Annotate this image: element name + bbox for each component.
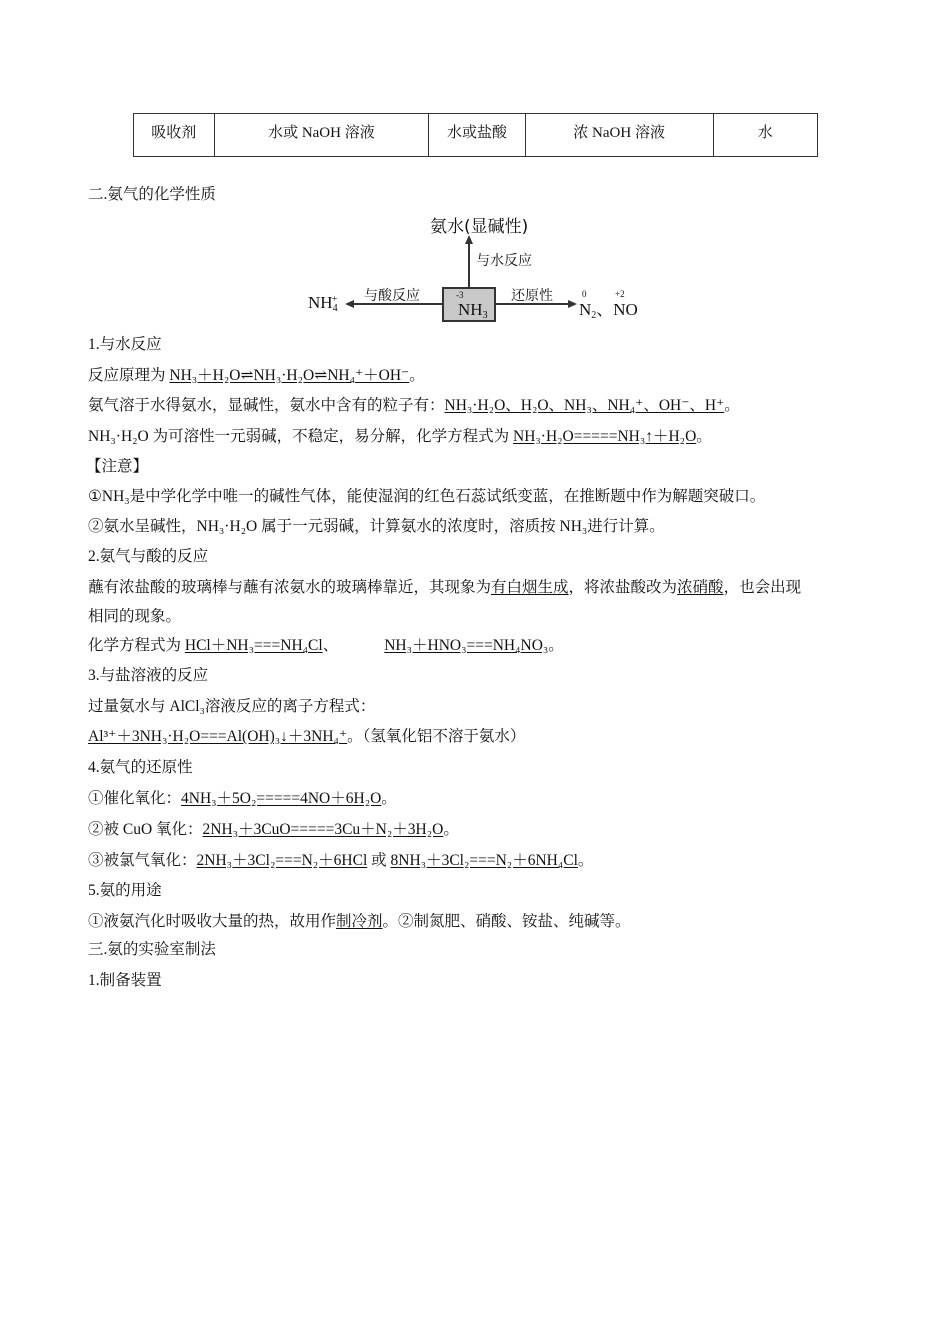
answer-text: 制冷剂 xyxy=(336,913,383,930)
section-heading: 二.氨气的化学性质 xyxy=(88,186,216,203)
table-cell: 水或盐酸 xyxy=(429,114,525,157)
paragraph: ①催化氧化：4NH₃＋5O₂=====4NO＋6H₂O。 xyxy=(88,790,397,807)
note-item: ①NH₃是中学化学中唯一的碱性气体，能使湿润的红色石蕊试纸变蓝，在推断题中作为解题突破口。 xyxy=(88,488,766,505)
oxidation-state: -3 xyxy=(456,290,464,300)
answer-equation: NH₃＋HNO₃===NH₄NO₃ xyxy=(384,637,549,654)
paragraph: 反应原理为 NH₃＋H₂O⇌NH₃·H₂O⇌NH₄⁺＋OH⁻。 xyxy=(88,367,425,384)
subsection-heading: 4.氨气的还原性 xyxy=(88,759,193,776)
answer-equation: NH₃·H₂O=====NH₃↑＋H₂O xyxy=(513,428,697,445)
subsection-heading: 2.氨气与酸的反应 xyxy=(88,548,209,565)
up-arrow-label: 与水反应 xyxy=(476,253,532,269)
answer-equation: 8NH₃＋3Cl₂===N₂＋6NH₄Cl xyxy=(390,852,578,869)
answer-text: 浓硝酸 xyxy=(677,579,724,596)
ammonia-properties-diagram xyxy=(300,205,650,330)
subsection-heading: 1.与水反应 xyxy=(88,336,162,353)
paragraph: Al³⁺＋3NH₃·H₂O===Al(OH)₃↓＋3NH₄⁺。（氢氧化铝不溶于氨水） xyxy=(88,728,526,745)
paragraph: ②被 CuO 氧化：2NH₃＋3CuO=====3Cu＋N₂＋3H₂O。 xyxy=(88,821,459,838)
note-heading: 【注意】 xyxy=(86,458,149,475)
subsection-heading: 1.制备装置 xyxy=(88,972,162,989)
reduction-products: $N_2$、NO xyxy=(579,300,638,321)
answer-equation: 2NH₃＋3Cl₂===N₂＋6HCl xyxy=(196,852,368,869)
paragraph: 氨气溶于水得氨水，显碱性，氨水中含有的粒子有：NH₃·H₂O、H₂O、NH₃、NH₄⁺、OH⁻、H⁺。 xyxy=(88,397,740,414)
table-cell: 水或 NaOH 溶液 xyxy=(214,114,429,157)
table-cell: 浓 NaOH 溶液 xyxy=(525,114,713,157)
section-heading: 三.氨的实验室制法 xyxy=(88,941,216,958)
right-arrow-label: 还原性 xyxy=(511,288,553,304)
answer-text: 有白烟生成 xyxy=(491,579,569,596)
absorbent-table xyxy=(133,113,818,157)
paragraph: 过量氨水与 AlCl₃溶液反应的离子方程式： xyxy=(88,698,376,715)
ammonium-label: $NH_4^+$ xyxy=(308,293,338,314)
paragraph: ③被氯气氧化：2NH₃＋3Cl₂===N₂＋6HCl 或 8NH₃＋3Cl₂===N₂＋6NH₄Cl。 xyxy=(88,852,594,869)
diagram-top-label: 氨水(显碱性) xyxy=(430,217,529,237)
paragraph: 化学方程式为 HCl＋NH₃===NH₄Cl、 NH₃＋HNO₃===NH₄NO₃。 xyxy=(88,637,564,654)
answer-equation: 2NH₃＋3CuO=====3Cu＋N₂＋3H₂O xyxy=(202,821,444,838)
oxidation-state: +2 xyxy=(615,289,625,299)
table-row xyxy=(134,114,818,157)
paragraph: NH₃·H₂O 为可溶性一元弱碱，不稳定，易分解，化学方程式为 NH₃·H₂O=====NH₃↑＋H₂O。 xyxy=(88,428,712,445)
table-cell: 水 xyxy=(713,114,817,157)
paragraph: 相同的现象。 xyxy=(88,608,182,625)
subsection-heading: 3.与盐溶液的反应 xyxy=(88,667,209,684)
paragraph: 蘸有浓盐酸的玻璃棒与蘸有浓氨水的玻璃棒靠近，其现象为有白烟生成，将浓盐酸改为浓硝酸，也会出现 xyxy=(88,579,802,596)
oxidation-state: 0 xyxy=(582,289,587,299)
answer-equation: HCl＋NH₃===NH₄Cl xyxy=(184,637,323,654)
subsection-heading: 5.氨的用途 xyxy=(88,882,162,899)
table-cell: 吸收剂 xyxy=(134,114,215,157)
arrow-line xyxy=(468,243,470,287)
ammonia-formula: $NH_3$ xyxy=(458,300,488,321)
arrow-right-icon xyxy=(568,300,577,308)
answer-equation: NH₃＋H₂O⇌NH₃·H₂O⇌NH₄⁺＋OH⁻ xyxy=(169,367,410,384)
answer-text: NH₃·H₂O、H₂O、NH₃、NH₄⁺、OH⁻、H⁺ xyxy=(444,397,725,414)
left-arrow-label: 与酸反应 xyxy=(364,288,420,304)
answer-equation: Al³⁺＋3NH₃·H₂O===Al(OH)₃↓＋3NH₄⁺ xyxy=(88,728,348,745)
paragraph: ①液氨汽化时吸收大量的热，故用作制冷剂。②制氮肥、硝酸、铵盐、纯碱等。 xyxy=(88,913,631,930)
ammonia-box xyxy=(442,287,496,322)
answer-equation: 4NH₃＋5O₂=====4NO＋6H₂O xyxy=(181,790,382,807)
note-item: ②氨水呈碱性，NH₃·H₂O 属于一元弱碱，计算氨水的浓度时，溶质按 NH₃进行计算。 xyxy=(88,518,665,535)
